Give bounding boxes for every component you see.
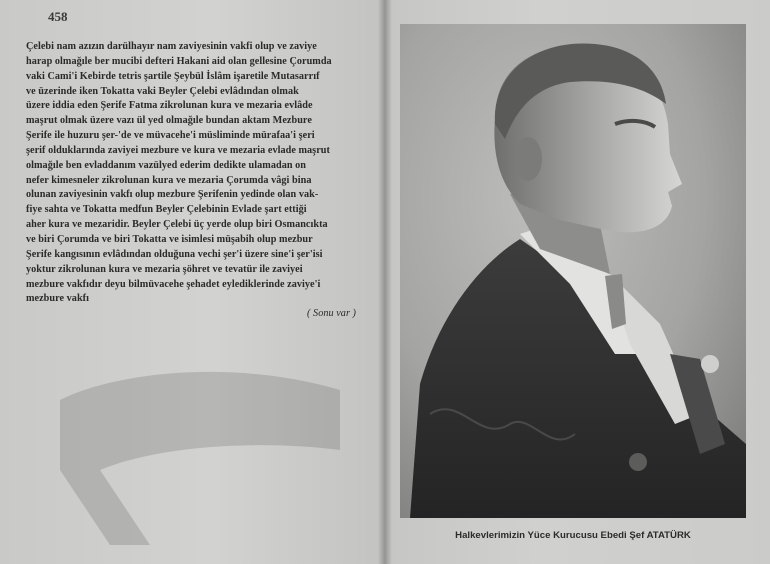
text-line: maşrut olmak üzere vazı ül yed olmağıle bundan aktam Mezbure [26,115,312,127]
text-line: fiye sahta ve Tokatta medfun Beyler Çelebinin Evlade şart ettiği [26,204,307,216]
show-through-shadow [40,330,350,550]
text-line: aher kura ve mezaridir. Beyler Çelebi üç yerde olup biri Osmancıkta [26,219,328,231]
text-line: olmağıle ben evladdanım vazülyed ederim dedikte ulamadan on [26,159,307,171]
portrait-photo [400,24,746,518]
text-line: Çelebi nam azızın darülhayır nam zaviyesinin vakfi olup ve zaviye [26,41,317,52]
text-line: üzere iddia eden Şerife Fatma zikrolunan kura ve mezaria evlâde [26,100,313,112]
text-line: vaki Cami'i Kebirde tetris şartile Şeybül İslâm işaretile Mutasarrıf [26,70,320,82]
portrait-illustration [400,24,746,518]
text-line: ve biri Çorumda ve biri Tokatta ve isimlesi müşabih olup mezbur [26,233,313,245]
document-body [26,40,378,322]
text-line: harap olmağıle ber mucibi defteri Hakani aid olan gellesine Çorumda [26,55,332,67]
text-line: mezbure vakfı [26,293,89,305]
book-gutter [378,0,392,564]
text-line: nefer kimesneler zikrolunan kura ve mezaria Çorumda vâgi bina [26,174,312,186]
text-line: mezbure vakfıdır deyu bilmüvacehe şehadet eylediklerinde zaviye'i [26,278,321,290]
text-line: şerif olduklarında zaviyei mezbure ve kura ve mezaria evlade maşrut [26,144,330,156]
text-line: olunan zaviyesinin vakfı olup mezbure Şerifenin yedinde olan vak- [26,189,319,201]
photo-caption: Halkevlerimizin Yüce Kurucusu Ebedi Şef ATATÜRK [455,530,691,541]
page-number: 458 [48,9,68,24]
continued-note: ( Sonu var ) [307,308,356,320]
text-line: Şerife ile huzuru şer-'de ve müvacehe'i müsliminde mürafaa'i şeri [26,130,315,142]
text-line: Şerife kangısının evlâdından olduğuna vechi şer'i üzere sine'i şer'isi [26,248,323,260]
text-line: ve üzerinde iken Tokatta vaki Beyler Çelebi evlâdından olmak [26,85,299,97]
text-line: yoktur zikrolunan kura ve mezaria şöhret ve tevatür ile zaviyei [26,263,303,275]
